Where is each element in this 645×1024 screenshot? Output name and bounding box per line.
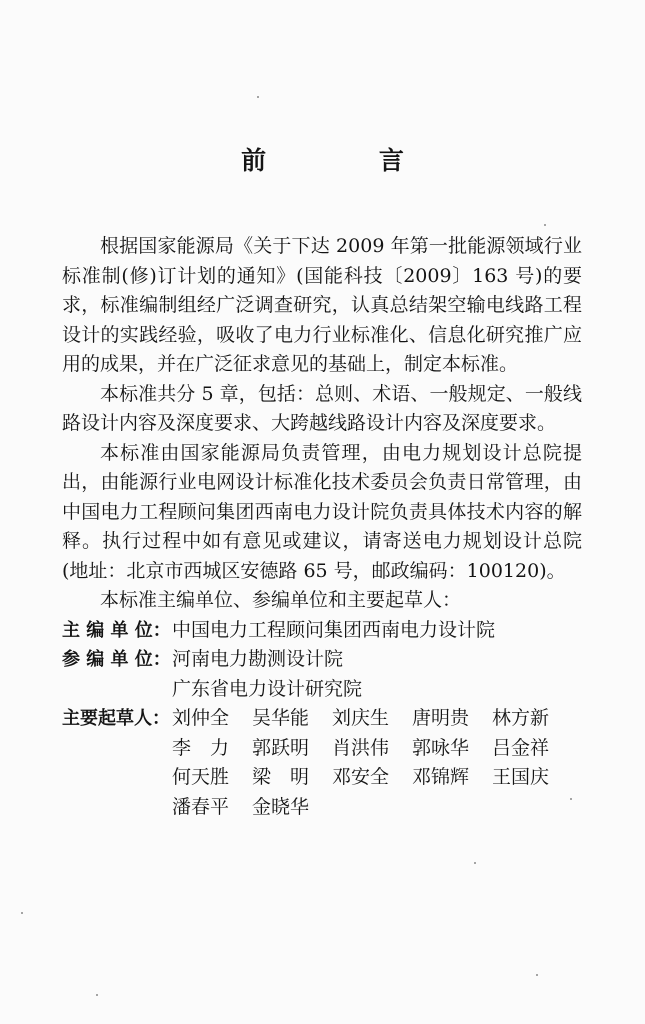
preface-body <box>62 232 582 822</box>
drafter-name: 邓安全 <box>332 766 390 788</box>
paragraph-background: 根据国家能源局《关于下达 2009 年第一批能源领域行业标准制(修)订计划的通知》(国能科技〔2009〕163 号)的要求，标准编制组经广泛调查研究，认真总结架空输电线路工程设计的实践经验，吸收了电力行业标准化、信息化研究推广应用的成果，并在广泛征求意见的基础上，制定本标准。 <box>62 235 582 375</box>
participating-unit-label: 参 编 单 位： <box>62 649 171 670</box>
scan-speck <box>474 862 476 864</box>
credit-row-participating <box>62 645 582 704</box>
drafter-name: 何天胜 <box>172 766 230 788</box>
drafters-label: 主要起草人： <box>62 708 170 729</box>
participating-unit: 广东省电力设计研究院 <box>172 677 363 700</box>
drafter-name: 郭咏华 <box>412 736 470 759</box>
drafter-name: 李 力 <box>172 736 230 759</box>
drafter-name: 吴华能 <box>252 707 310 729</box>
scan-speck <box>21 912 23 914</box>
participating-unit: 河南电力勘测设计院 <box>172 648 344 670</box>
chief-unit: 中国电力工程顾问集团西南电力设计院 <box>172 618 496 641</box>
paragraph-management: 本标准由国家能源局负责管理，由电力规划设计总院提出，由能源行业电网设计标准化技术委员会负责日常管理，由中国电力工程顾问集团西南电力设计院负责具体技术内容的解释。执行过程中如有意见或建议，请寄送电力规划设计总院(地址：北京市西城区安德路 65 号，邮政编码：100120)。 <box>62 441 582 582</box>
participating-unit-values <box>172 645 582 704</box>
drafter-name: 梁 明 <box>252 766 310 788</box>
paragraph-chapters: 本标准共分 5 章，包括：总则、术语、一般规定、一般线路设计内容及深度要求、大跨越线路设计内容及深度要求。 <box>62 382 582 434</box>
drafter-name: 邓锦辉 <box>412 766 470 788</box>
drafter-name: 肖洪伟 <box>332 736 390 759</box>
credits-section <box>62 616 582 823</box>
drafter-name: 潘春平 <box>172 795 230 818</box>
drafter-name: 唐明贵 <box>412 707 470 729</box>
drafter-name: 林方新 <box>492 707 550 729</box>
scan-speck <box>544 224 546 226</box>
drafter-name: 郭跃明 <box>252 736 310 759</box>
drafters-list <box>172 704 582 822</box>
drafter-name: 金晓华 <box>252 795 310 818</box>
scan-speck <box>96 994 98 996</box>
drafter-name: 刘仲全 <box>172 707 230 729</box>
drafter-name: 刘庆生 <box>332 707 390 729</box>
scan-speck <box>570 798 572 800</box>
drafter-name: 吕金祥 <box>492 736 550 759</box>
chief-unit-label: 主 编 单 位： <box>62 619 171 641</box>
paragraph-credits-intro: 本标准主编单位、参编单位和主要起草人： <box>100 589 462 611</box>
credit-row-chief <box>62 616 582 646</box>
page-title: 前 言 <box>241 146 456 175</box>
scan-speck <box>536 974 538 976</box>
credit-row-drafters <box>62 704 582 822</box>
drafter-name: 王国庆 <box>492 766 550 788</box>
scan-speck <box>257 96 259 98</box>
chief-unit-values <box>172 616 582 646</box>
